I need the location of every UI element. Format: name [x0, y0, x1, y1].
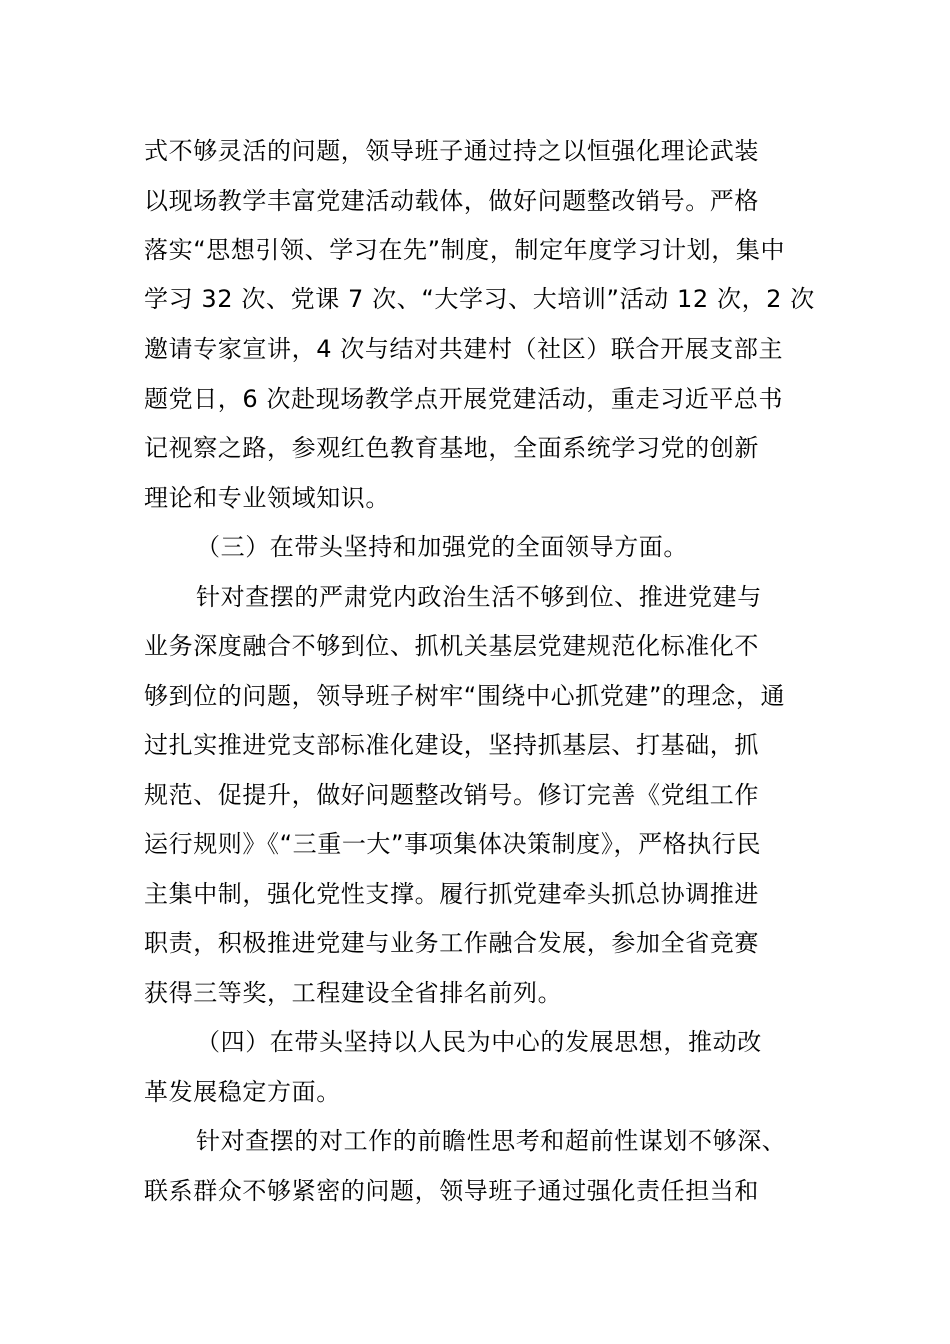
text-line: 业务深度融合不够到位、抓机关基层党建规范化标准化不: [144, 632, 759, 660]
text-line: 针对查摆的对工作的前瞻性思考和超前性谋划不够深、: [196, 1127, 787, 1155]
text-line: 邀请专家宣讲，4 次与结对共建村（社区）联合开展支部主: [144, 335, 784, 363]
text-line: 以现场教学丰富党建活动载体，做好问题整改销号。严格: [144, 187, 759, 215]
text-line: 学习 32 次、党课 7 次、“大学习、大培训”活动 12 次，2 次: [144, 285, 815, 313]
section-heading: （三）在带头坚持和加强党的全面领导方面。: [196, 533, 688, 561]
text-line: 获得三等奖，工程建设全省排名前列。: [144, 979, 563, 1007]
text-line: 主集中制，强化党性支撑。履行抓党建牵头抓总协调推进: [144, 880, 759, 908]
text-line: 理论和专业领域知识。: [144, 484, 390, 512]
text-line: 运行规则》《“三重一大”事项集体决策制度》，严格执行民: [144, 830, 762, 858]
text-line: 联系群众不够紧密的问题，领导班子通过强化责任担当和: [144, 1177, 759, 1205]
text-line: 规范、促提升，做好问题整改销号。修订完善《党组工作: [144, 781, 759, 809]
text-line: 过扎实推进党支部标准化建设，坚持抓基层、打基础，抓: [144, 731, 759, 759]
text-line: 落实“思想引领、学习在先”制度，制定年度学习计划，集中: [144, 236, 786, 264]
text-line: 够到位的问题，领导班子树牢“围绕中心抓党建”的理念，通: [144, 682, 786, 710]
section-heading: （四）在带头坚持以人民为中心的发展思想，推动改: [196, 1028, 762, 1056]
text-line: 职责，积极推进党建与业务工作融合发展，参加全省竞赛: [144, 929, 759, 957]
text-line: 针对查摆的严肃党内政治生活不够到位、推进党建与: [196, 583, 762, 611]
section-heading-continued: 革发展稳定方面。: [144, 1078, 341, 1106]
text-line: 题党日，6 次赴现场教学点开展党建活动，重走习近平总书: [144, 385, 784, 413]
text-line: 式不够灵活的问题，领导班子通过持之以恒强化理论武装: [144, 137, 759, 165]
text-line: 记视察之路，参观红色教育基地，全面系统学习党的创新: [144, 434, 759, 462]
